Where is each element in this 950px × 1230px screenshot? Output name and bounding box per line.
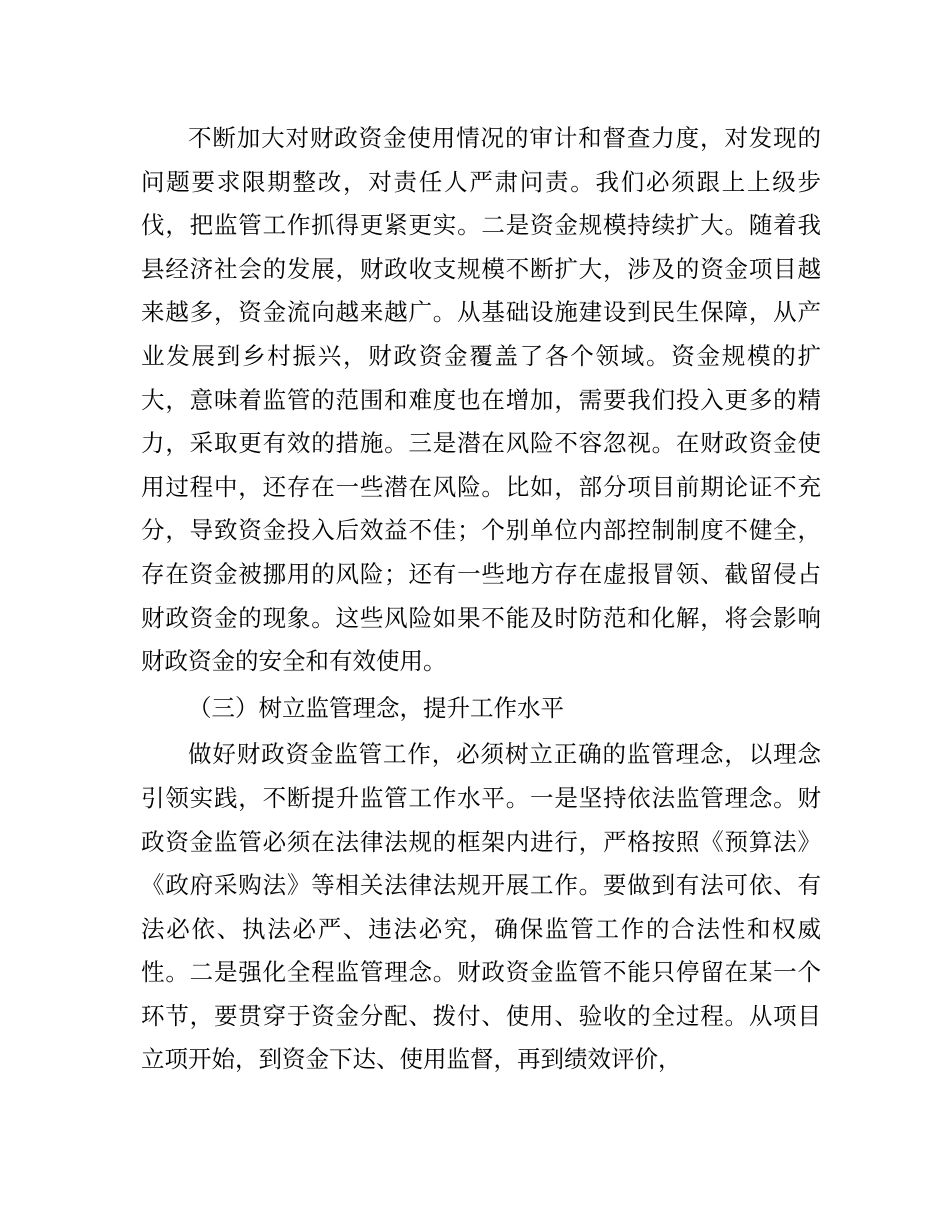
document-body: [141, 117, 821, 1082]
section-heading: （三）树立监管理念，提升工作水平: [188, 693, 564, 722]
body-paragraph-1: 不断加大对财政资金使用情况的审计和督查力度，对发现的问题要求限期整改，对责任人严肃问责。我们必须跟上上级步伐，把监管工作抓得更紧更实。二是资金规模持续扩大。随着我县经济社会的发展，财政收支规模不断扩大，涉及的资金项目越来越多，资金流向越来越广。从基础设施建设到民生保障，从产业发展到乡村振兴，财政资金覆盖了各个领域。资金规模的扩大，意味着监管的范围和难度也在增加，需要我们投入更多的精力，采取更有效的措施。三是潜在风险不容忽视。在财政资金使用过程中，还存在一些潜在风险。比如，部分项目前期论证不充分，导致资金投入后效益不佳；个别单位内部控制制度不健全，存在资金被挪用的风险；还有一些地方存在虚报冒领、截留侵占财政资金的现象。这些风险如果不能及时防范和化解，将会影响财政资金的安全和有效使用。: [141, 124, 821, 676]
body-paragraph-2: 做好财政资金监管工作，必须树立正确的监管理念，以理念引领实践，不断提升监管工作水平。一是坚持依法监管理念。财政资金监管必须在法律法规的框架内进行，严格按照《预算法》《政府采购法》等相关法律法规开展工作。要做到有法可依、有法必依、执法必严、违法必究，确保监管工作的合法性和权威性。二是强化全程监管理念。财政资金监管不能只停留在某一个环节，要贯穿于资金分配、拨付、使用、验收的全过程。从项目立项开始，到资金下达、使用监督，再到绩效评价，: [141, 740, 821, 1074]
